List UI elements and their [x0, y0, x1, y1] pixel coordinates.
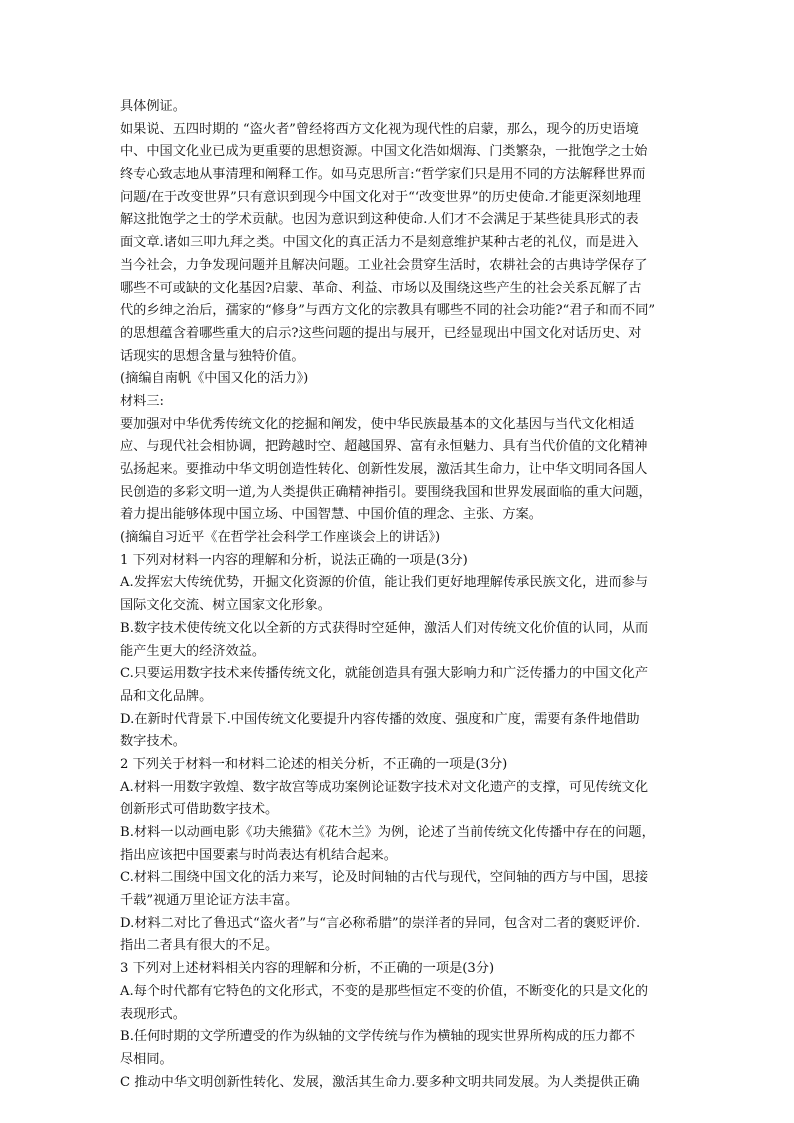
text-line: 应、与现代社会相协调，把跨越时空、超越国界、富有永恒魅力、具有当代价值的文化精神 — [120, 439, 648, 455]
text-line: 材料三: — [120, 393, 165, 409]
text-line: 如果说、五四时期的 “盗火者”曾经将西方文化视为现代性的启蒙，那么，现今的历史语境 — [120, 121, 639, 137]
text-line: C.材料二围绕中国文化的活力来写，论及时间轴的古代与现代，空间轴的西方与中国，思接 — [120, 870, 649, 886]
text-line: 哪些不可或缺的文化基因?启蒙、革命、利益、市场以及围绕这些产生的社会关系瓦解了古 — [120, 280, 642, 296]
text-line: 2 下列关于材料一和材料二论述的相关分析，不正确的一项是(3分) — [120, 756, 508, 772]
text-line: 问题/在于改变世界”只有意识到现今中国文化对于“‘改变世界”的历史使命.才能更深刻地理 — [120, 189, 641, 205]
text-line: A.发挥宏大传统优势，开掘文化资源的价值，能让我们更好地理解传承民族文化，进而参与 — [120, 575, 649, 591]
text-line: (摘编自习近平《在哲学社会科学工作座谈会上的讲话》) — [120, 530, 441, 546]
text-line: (摘编自南帆《中国又化的活力》) — [120, 371, 309, 387]
text-line: 表现形式。 — [120, 1006, 186, 1022]
text-line: 代的乡绅之治后，孺家的“修身”与西方文化的宗教具有哪些不同的社会功能?“君子和而不同” — [120, 303, 656, 319]
text-line: 解这批饱学之士的学术贡献。也因为意识到这种使命.人们才不会满足于某些徒具形式的表 — [120, 212, 639, 228]
text-line: 数字技术。 — [120, 734, 186, 750]
text-line: B.材料一以动画电影《功夫熊猫》《花木兰》为例，论述了当前传统文化传播中存在的问题， — [120, 825, 655, 840]
text-line: 中、中国文化业已成为更重要的思想资源。中国文化浩如烟海、门类繁杂，一批饱学之士始 — [120, 144, 648, 160]
text-line: 当今社会，力争发现问题并且解决问题。工业社会贯穿生活时，农耕社会的古典诗学保存了 — [120, 257, 648, 273]
document-page — [120, 96, 680, 1094]
text-line: 要加强对中华优秀传统文化的挖掘和阐发，使中华民族最基本的文化基因与当代文化相适 — [120, 416, 635, 432]
text-line: A.每个时代都有它特色的文化形式，不变的是那些恒定不变的价值，不断变化的只是文化的 — [120, 983, 649, 999]
text-line: 终专心致志地从事清理和阐释工作。如马克思所言:“哲学家们只是用不同的方法解释世界而 — [120, 167, 646, 183]
text-line: 民创造的多彩文明一道,为人类提供正确精神指引。要围绕我国和世界发展面临的重大问题， — [120, 484, 652, 500]
text-line: 的思想蕴含着哪些重大的启示?这些问题的提出与展开，已经显现出中国文化对话历史、对 — [120, 325, 642, 341]
text-line: 1 下列对材料一内容的理解和分析，说法正确的一项是(3分) — [120, 552, 468, 568]
text-line: 指出二者具有很大的不足。 — [120, 938, 279, 954]
text-line: 指出应该把中国要素与时尚表达有机结合起来。 — [120, 847, 397, 863]
text-line: C 推动中华文明创新性转化、发展，激活其生命力.要多种文明共同发展。为人类提供正确 — [120, 1074, 640, 1090]
text-line: C.只要运用数字技术来传播传统文化，就能创造具有强大影响力和广泛传播力的中国文化产 — [120, 666, 649, 682]
text-line: 国际文化交流、树立国家文化形象。 — [120, 598, 331, 614]
text-line: 创新形式可借助数字技术。 — [120, 802, 279, 818]
text-line: 具体例证。 — [120, 99, 186, 114]
text-line: 着力提出能够体现中国立场、中国智慧、中国价值的理念、主张、方案。 — [120, 507, 542, 523]
text-line: 品和文化品牌。 — [120, 688, 213, 704]
text-line: D.材料二对比了鲁迅式“盗火者”与“言必称希腊”的崇洋者的异同，包含对二者的褒贬评价. — [120, 915, 641, 931]
text-line: 千载”视通万里论证方法丰富。 — [120, 893, 299, 909]
text-line: 能产生更大的经济效益。 — [120, 643, 266, 659]
text-line: A.材料一用数字敦煌、数字故宫等成功案例论证数字技术对文化遗产的支撑，可见传统文化 — [120, 779, 649, 795]
text-line: 面文章.诸如三叩九拜之类。中国文化的真正活力不是刻意维护某种古老的礼仪，而是进入 — [120, 235, 639, 251]
text-line: 3 下列对上述材料相关内容的理解和分析，不正确的一项是(3分) — [120, 961, 495, 977]
text-line: B.任何时期的文学所遭受的作为纵轴的文学传统与作为横轴的现实世界所构成的压力都不 — [120, 1029, 636, 1045]
text-line: 尽相同。 — [120, 1051, 173, 1067]
text-line: 话现实的思想含量与独特价值。 — [120, 348, 305, 364]
text-line: 弘扬起来。要推动中华文明创造性转化、创新性发展，激活其生命力，让中华文明同各国人 — [120, 462, 648, 477]
text-line: B.数字技术使传统文化以全新的方式获得时空延伸，激活人们对传统文化价值的认同，从而 — [120, 620, 649, 636]
text-line: D.在新时代背景下.中国传统文化要提升内容传播的效度、强度和广度，需要有条件地借助 — [120, 711, 640, 727]
